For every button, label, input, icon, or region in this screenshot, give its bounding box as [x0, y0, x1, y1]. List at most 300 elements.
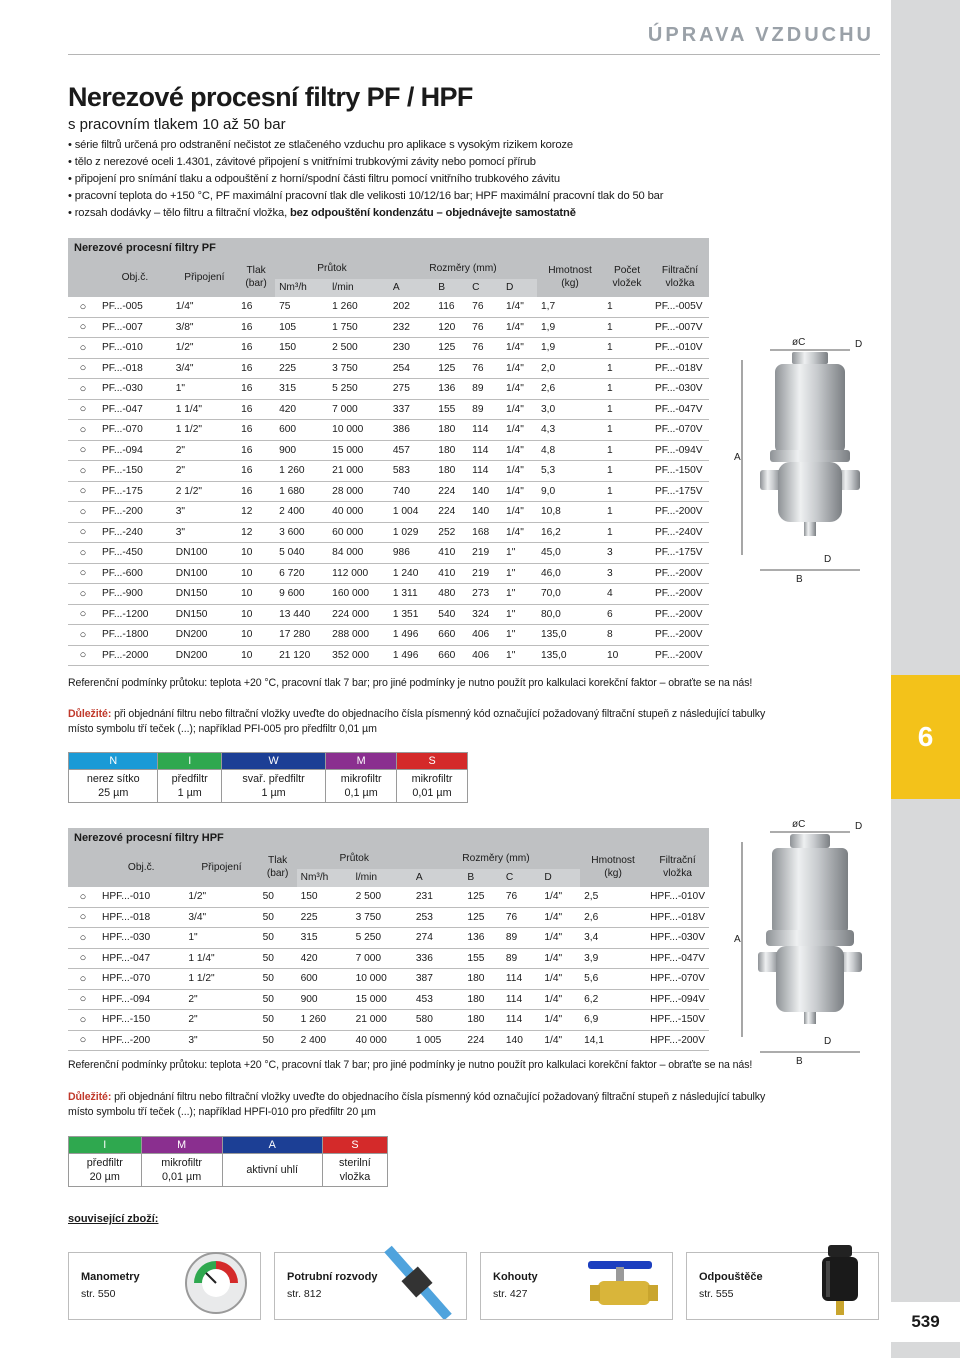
table-cell: 1"	[502, 604, 537, 625]
related-page: str. 427	[493, 1288, 528, 1300]
table-row	[68, 1010, 709, 1031]
table-cell: 180	[434, 440, 468, 461]
grade-line: 0,01 µm	[161, 1171, 202, 1183]
table-cell: 2,0	[537, 358, 603, 379]
grade-desc	[221, 770, 325, 803]
col-obj: Obj.č.	[98, 258, 172, 297]
table-cell: HPF...-030	[98, 928, 184, 949]
table-cell: 1	[603, 461, 651, 482]
table-cell: 583	[389, 461, 434, 482]
col-b: B	[463, 869, 501, 887]
table-cell: 1 1/2"	[184, 969, 258, 990]
table-cell: 1 496	[389, 625, 434, 646]
table-cell: PF...-007V	[651, 317, 709, 338]
table-cell: 5 040	[275, 543, 328, 564]
table-cell: 7 000	[328, 399, 389, 420]
related-name: Odpouštěče	[699, 1271, 763, 1283]
table-cell: 202	[389, 297, 434, 318]
grade-line: sterilní	[339, 1157, 371, 1169]
table-cell: 1,9	[537, 338, 603, 359]
grade-code: S	[397, 753, 468, 770]
table-cell: 180	[434, 420, 468, 441]
table-cell: 2,6	[537, 379, 603, 400]
table-cell: 120	[434, 317, 468, 338]
table-row	[68, 1030, 709, 1051]
table-cell: 1 496	[389, 645, 434, 666]
table-cell: 16	[237, 317, 275, 338]
table-cell: PF...-030	[98, 379, 172, 400]
row-bullet: ○	[68, 440, 98, 461]
table-row	[68, 948, 709, 969]
table-cell: 253	[412, 907, 464, 928]
table-cell: 457	[389, 440, 434, 461]
table-cell: 3,0	[537, 399, 603, 420]
row-bullet: ○	[68, 928, 98, 949]
table-cell: 1/4"	[540, 928, 580, 949]
drain-port	[804, 522, 816, 536]
table-cell: 4	[603, 584, 651, 605]
table-cell: HPF...-030V	[646, 928, 709, 949]
table-cell: 50	[259, 907, 297, 928]
row-bullet: ○	[68, 907, 98, 928]
table-cell: 273	[468, 584, 502, 605]
table-cell: DN150	[172, 604, 237, 625]
label-d: D	[855, 339, 863, 350]
col-flow: Průtok	[275, 258, 389, 279]
table-cell: 225	[275, 358, 328, 379]
table-cell: 1	[603, 317, 651, 338]
row-bullet: ○	[68, 989, 98, 1010]
feature-item: • tělo z nerezové oceli 1.4301, závitové připojení s vnitřními trubkovými závity nebo pomocí přírub	[68, 154, 728, 171]
table-cell: 1 004	[389, 502, 434, 523]
table-cell: 660	[434, 625, 468, 646]
table-cell: 1	[603, 379, 651, 400]
table-cell: 10,8	[537, 502, 603, 523]
related-card-potrubni[interactable]	[274, 1252, 467, 1320]
grade-line: aktivní uhlí	[246, 1164, 299, 1176]
table-cell: PF...-1800	[98, 625, 172, 646]
table-cell: 16	[237, 297, 275, 318]
table-cell: 10	[237, 625, 275, 646]
table-row	[68, 969, 709, 990]
table-cell: 1"	[184, 928, 258, 949]
manometer-icon	[180, 1239, 252, 1317]
table-cell: 80,0	[537, 604, 603, 625]
table-cell: 1"	[502, 625, 537, 646]
table-cell: 17 280	[275, 625, 328, 646]
row-bullet: ○	[68, 887, 98, 908]
filter-body-lower	[778, 462, 842, 522]
table-cell: 1/4"	[502, 502, 537, 523]
table-cell: HPF...-070V	[646, 969, 709, 990]
pf-grade-table	[68, 752, 468, 803]
grade-line: 1 µm	[177, 787, 202, 799]
table-cell: DN200	[172, 645, 237, 666]
table-cell: 3	[603, 563, 651, 584]
table-cell: 2 400	[275, 502, 328, 523]
grade-line: mikrofiltr	[340, 773, 382, 785]
grade-desc	[141, 1154, 222, 1187]
row-bullet: ○	[68, 948, 98, 969]
row-bullet: ○	[68, 338, 98, 359]
pf-table-caption: Nerezové procesní filtry PF	[68, 238, 709, 258]
feature-item: • série filtrů určená pro odstranění nečistot ze stlačeného vzduchu pro aplikace s vysokým rizikem koroze	[68, 137, 728, 154]
pf-table	[68, 238, 709, 666]
table-cell: 40 000	[328, 502, 389, 523]
table-cell: 1 005	[412, 1030, 464, 1051]
table-cell: HPF...-094V	[646, 989, 709, 1010]
table-cell: 1/4"	[540, 948, 580, 969]
table-cell: 9,0	[537, 481, 603, 502]
table-cell: 219	[468, 543, 502, 564]
label-oc: øC	[792, 819, 806, 830]
table-row	[68, 887, 709, 908]
grade-line: nerez sítko	[86, 773, 140, 785]
table-cell: PF...-094V	[651, 440, 709, 461]
grade-line: 20 µm	[89, 1171, 120, 1183]
table-cell: 230	[389, 338, 434, 359]
pipe-icon	[378, 1239, 458, 1319]
table-cell: HPF...-047V	[646, 948, 709, 969]
table-cell: 453	[412, 989, 464, 1010]
table-cell: 75	[275, 297, 328, 318]
table-cell: 386	[389, 420, 434, 441]
table-cell: 1/4"	[502, 399, 537, 420]
table-cell: 50	[259, 1010, 297, 1031]
table-cell: 40 000	[352, 1030, 412, 1051]
table-cell: 2 500	[328, 338, 389, 359]
table-cell: 480	[434, 584, 468, 605]
table-cell: 50	[259, 969, 297, 990]
table-cell: 21 000	[328, 461, 389, 482]
grade-code: I	[69, 1137, 142, 1154]
table-cell: DN150	[172, 584, 237, 605]
table-cell: 10	[603, 645, 651, 666]
table-cell: 76	[468, 358, 502, 379]
table-cell: 1/4"	[502, 297, 537, 318]
table-cell: 180	[463, 1010, 501, 1031]
col-c: C	[502, 869, 540, 887]
table-cell: 900	[275, 440, 328, 461]
col-dims: Rozměry (mm)	[412, 848, 580, 869]
table-cell: PF...-200	[98, 502, 172, 523]
grade-desc	[69, 1154, 142, 1187]
col-elem: Filtrační vložka	[646, 848, 709, 887]
feature-item: • pracovní teplota do +150 °C, PF maximální pracovní tlak dle velikosti 10/12/16 bar; HPF maximální pracovní tlak do 50 bar	[68, 188, 728, 205]
table-cell: PF...-070V	[651, 420, 709, 441]
table-cell: 1 750	[328, 317, 389, 338]
table-cell: 12	[237, 502, 275, 523]
table-cell: 600	[275, 420, 328, 441]
table-cell: 135,0	[537, 645, 603, 666]
table-cell: 252	[434, 522, 468, 543]
top-nut	[790, 834, 830, 848]
top-nut	[792, 352, 828, 364]
col-c: C	[468, 279, 502, 297]
table-cell: PF...-047	[98, 399, 172, 420]
table-cell: PF...-010	[98, 338, 172, 359]
table-cell: 2 400	[297, 1030, 352, 1051]
row-bullet: ○	[68, 317, 98, 338]
label-a: A	[734, 452, 741, 463]
table-cell: 3/4"	[172, 358, 237, 379]
filter-collar	[766, 930, 854, 946]
table-cell: 9 600	[275, 584, 328, 605]
table-cell: 15 000	[328, 440, 389, 461]
hpf-table	[68, 828, 709, 1051]
hpf-note-label: Důležité:	[68, 1091, 112, 1103]
table-cell: 2"	[184, 989, 258, 1010]
label-oc: øC	[792, 337, 806, 348]
row-bullet: ○	[68, 1030, 98, 1051]
grade-desc	[397, 770, 468, 803]
table-cell: 180	[434, 461, 468, 482]
table-cell: 50	[259, 1030, 297, 1051]
table-cell: 1 260	[275, 461, 328, 482]
table-cell: 986	[389, 543, 434, 564]
table-cell: 12	[237, 522, 275, 543]
table-cell: 45,0	[537, 543, 603, 564]
row-bullet: ○	[68, 563, 98, 584]
grade-line: předfiltr	[171, 773, 208, 785]
table-cell: 136	[434, 379, 468, 400]
table-cell: HPF...-070	[98, 969, 184, 990]
grade-desc	[69, 770, 158, 803]
section-heading: ÚPRAVA VZDUCHU	[647, 24, 874, 46]
table-cell: 1	[603, 297, 651, 318]
table-cell: 1 1/2"	[172, 420, 237, 441]
table-cell: 1"	[502, 645, 537, 666]
related-card-odpousteci[interactable]	[686, 1252, 879, 1320]
table-cell: PF...-094	[98, 440, 172, 461]
hpf-table-caption: Nerezové procesní filtry HPF	[68, 828, 709, 848]
table-cell: 1/4"	[502, 461, 537, 482]
col-flow-l: l/min	[328, 279, 389, 297]
pf-note-text: při objednání filtru nebo filtrační vložky uveďte do objednacího čísla písmenný kód označující požadovaný filtrační stupeň z následující tabulky	[111, 708, 766, 720]
table-cell: 10 000	[352, 969, 412, 990]
table-cell: PF...-047V	[651, 399, 709, 420]
table-cell: 5,6	[580, 969, 646, 990]
page-subtitle: s pracovním tlakem 10 až 50 bar	[68, 116, 286, 133]
table-cell: 1/4"	[502, 379, 537, 400]
table-cell: 1"	[502, 543, 537, 564]
grade-line: 0,1 µm	[344, 787, 378, 799]
grade-line: mikrofiltr	[411, 773, 453, 785]
table-cell: 3"	[184, 1030, 258, 1051]
grade-code: N	[69, 753, 158, 770]
table-cell: 6 720	[275, 563, 328, 584]
related-page: str. 812	[287, 1288, 322, 1300]
row-bullet: ○	[68, 543, 98, 564]
table-cell: 89	[502, 948, 540, 969]
table-cell: 1 680	[275, 481, 328, 502]
row-bullet: ○	[68, 399, 98, 420]
table-cell: HPF...-094	[98, 989, 184, 1010]
table-cell: 16	[237, 440, 275, 461]
table-cell: 2"	[172, 461, 237, 482]
table-row	[68, 440, 709, 461]
table-cell: PF...-200V	[651, 604, 709, 625]
table-cell: 7 000	[352, 948, 412, 969]
table-cell: 1/4"	[502, 317, 537, 338]
table-cell: PF...-070	[98, 420, 172, 441]
table-cell: PF...-200V	[651, 502, 709, 523]
table-cell: 1,9	[537, 317, 603, 338]
filter-body-upper	[772, 848, 848, 934]
table-cell: 1 1/4"	[172, 399, 237, 420]
grade-code: M	[326, 753, 397, 770]
table-cell: PF...-450	[98, 543, 172, 564]
grade-desc	[158, 770, 221, 803]
table-cell: PF...-175	[98, 481, 172, 502]
col-obj: Obj.č.	[98, 848, 184, 887]
related-page: str. 550	[81, 1288, 116, 1300]
table-cell: PF...-030V	[651, 379, 709, 400]
table-cell: 16	[237, 358, 275, 379]
ball-valve-icon	[582, 1239, 664, 1317]
drain-port	[804, 1012, 816, 1024]
table-cell: DN100	[172, 543, 237, 564]
table-cell: 14,1	[580, 1030, 646, 1051]
grade-code: W	[221, 753, 325, 770]
table-cell: 150	[275, 338, 328, 359]
table-cell: 315	[297, 928, 352, 949]
pf-note-text2: místo symbolu tří teček (...); například PFI-005 pro předfiltr 0,01 µm	[68, 723, 377, 735]
table-cell: 10	[237, 543, 275, 564]
pf-note-label: Důležité:	[68, 708, 112, 720]
table-cell: 410	[434, 543, 468, 564]
table-row	[68, 928, 709, 949]
table-cell: 180	[463, 969, 501, 990]
table-cell: HPF...-010V	[646, 887, 709, 908]
table-cell: PF...-018	[98, 358, 172, 379]
table-cell: PF...-900	[98, 584, 172, 605]
table-cell: HPF...-200V	[646, 1030, 709, 1051]
table-cell: 406	[468, 625, 502, 646]
related-card-manometry[interactable]	[68, 1252, 261, 1320]
table-cell: 387	[412, 969, 464, 990]
table-cell: PF...-175V	[651, 543, 709, 564]
table-cell: 6,2	[580, 989, 646, 1010]
table-cell: 114	[502, 1010, 540, 1031]
table-cell: 136	[463, 928, 501, 949]
table-cell: 1/4"	[540, 1010, 580, 1031]
table-cell: 1/4"	[540, 969, 580, 990]
table-cell: 180	[463, 989, 501, 1010]
table-cell: 10	[237, 584, 275, 605]
table-cell: 10	[237, 563, 275, 584]
table-cell: PF...-007	[98, 317, 172, 338]
grade-line: vložka	[339, 1171, 371, 1183]
grade-code: M	[141, 1137, 222, 1154]
table-cell: 540	[434, 604, 468, 625]
related-page: str. 555	[699, 1288, 734, 1300]
table-cell: 1	[603, 420, 651, 441]
table-cell: 225	[297, 907, 352, 928]
table-cell: 160 000	[328, 584, 389, 605]
table-cell: 8	[603, 625, 651, 646]
filter-body-lower	[776, 946, 844, 1012]
table-cell: 324	[468, 604, 502, 625]
table-row	[68, 625, 709, 646]
table-cell: 1	[603, 338, 651, 359]
table-cell: 155	[434, 399, 468, 420]
row-bullet: ○	[68, 604, 98, 625]
table-cell: 420	[297, 948, 352, 969]
table-row	[68, 358, 709, 379]
col-flow-l: l/min	[352, 869, 412, 887]
table-cell: 2 1/2"	[172, 481, 237, 502]
related-card-kohouty[interactable]	[480, 1252, 673, 1320]
table-cell: 5,3	[537, 461, 603, 482]
table-cell: 1/4"	[540, 907, 580, 928]
label-d: D	[824, 1036, 832, 1047]
table-cell: 274	[412, 928, 464, 949]
col-press: Tlak (bar)	[259, 848, 297, 887]
row-bullet: ○	[68, 379, 98, 400]
table-row	[68, 604, 709, 625]
table-cell: 1/4"	[540, 1030, 580, 1051]
table-cell: 2,5	[580, 887, 646, 908]
table-cell: 740	[389, 481, 434, 502]
table-cell: 224	[434, 502, 468, 523]
table-cell: 16	[237, 420, 275, 441]
table-cell: 1"	[502, 563, 537, 584]
table-cell: HPF...-150	[98, 1010, 184, 1031]
table-cell: 352 000	[328, 645, 389, 666]
row-bullet: ○	[68, 584, 98, 605]
table-row	[68, 399, 709, 420]
feature-list	[68, 137, 728, 222]
table-row	[68, 338, 709, 359]
table-cell: PF...-200V	[651, 625, 709, 646]
label-a: A	[734, 934, 741, 945]
table-cell: 21 120	[275, 645, 328, 666]
label-b: B	[796, 1056, 803, 1067]
table-row	[68, 584, 709, 605]
table-cell: 89	[468, 399, 502, 420]
col-flow-nm: Nm³/h	[275, 279, 328, 297]
col-dims: Rozměry (mm)	[389, 258, 537, 279]
table-row	[68, 317, 709, 338]
table-cell: 135,0	[537, 625, 603, 646]
col-elem: Filtrační vložka	[651, 258, 709, 297]
col-b: B	[434, 279, 468, 297]
grade-desc	[322, 1154, 387, 1187]
feature-plain: rozsah dodávky – tělo filtru a filtrační vložka,	[74, 207, 290, 219]
filter-body-upper	[775, 364, 845, 454]
related-name: Kohouty	[493, 1271, 538, 1283]
table-cell: DN200	[172, 625, 237, 646]
table-cell: 105	[275, 317, 328, 338]
table-cell: 114	[502, 989, 540, 1010]
table-cell: 410	[434, 563, 468, 584]
hpf-reference: Referenční podmínky průtoku: teplota +20 °C, pracovní tlak 7 bar; pro jiné podmínky je nutno použít pro kalkulaci korekční faktor – obraťte se na nás!	[68, 1059, 753, 1071]
table-cell: 1	[603, 399, 651, 420]
table-cell: 315	[275, 379, 328, 400]
table-cell: PF...-005	[98, 297, 172, 318]
table-row	[68, 563, 709, 584]
table-cell: 125	[463, 907, 501, 928]
table-cell: 1	[603, 481, 651, 502]
table-cell: 3/8"	[172, 317, 237, 338]
table-cell: 3"	[172, 522, 237, 543]
table-row	[68, 645, 709, 666]
table-cell: 116	[434, 297, 468, 318]
col-flow: Průtok	[297, 848, 412, 869]
table-cell: 1	[603, 440, 651, 461]
table-cell: HPF...-150V	[646, 1010, 709, 1031]
